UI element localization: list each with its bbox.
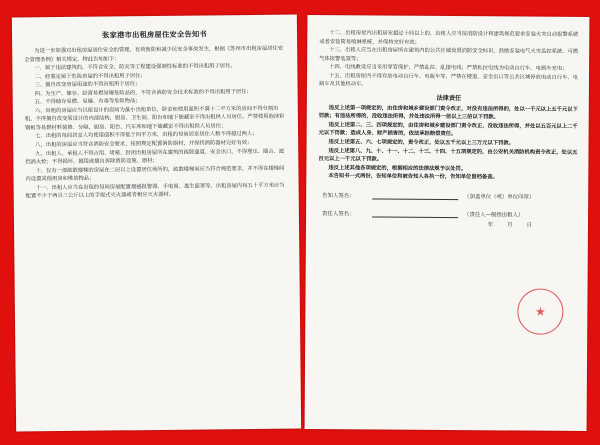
- responsible-signature-row: [322, 209, 578, 219]
- clause-4: 四、为生产、储存、经营易燃易爆危险品的，不符合消防安全技术标准的不得出租用于居住；: [34, 88, 252, 98]
- clause-9: 九、出租人、承租人不得占用、堵塞、封闭出租房屋所在建筑的疏散通道、安全出口，不得埋压、圈占、遮挡消火栓；不得损坏、挪用或擅自拆除消防设施、器材；: [25, 148, 285, 166]
- clause-5: 五、不得储存易燃、易爆、有毒等危险物品；: [34, 98, 141, 106]
- date-year: 年: [487, 222, 494, 229]
- notifier-signature-row: [322, 191, 578, 201]
- legal-liability-heading: 法律责任: [436, 94, 462, 102]
- official-seal-stamp: ★: [517, 288, 563, 334]
- liability-3: 违反上述第五、六、七项规定的，责令改正，处以五千元以上三万元以下罚款。: [328, 139, 514, 147]
- responsible-signature-label: 责任人签名：: [322, 210, 355, 218]
- notifier-signature-line: [372, 191, 458, 200]
- date-month: 月: [507, 222, 513, 229]
- liability-4: 违反上述第八、九、十、十一、十二、十三、十四、十五项规定的，由公安机关消防机构责令改正，处以五百元以上一千元以下罚款。: [318, 147, 578, 163]
- page-title: 张家港市出租房屋住安全告知书: [102, 29, 207, 40]
- signature-block: [306, 191, 588, 229]
- clause-12: 十二、出租房屋内出租居室超过十间以上的，出租人应当按消防设计和建筑规范要求安装火灾自动报警系统或者安装简易喷淋系统，并保持完好有效；: [319, 30, 579, 46]
- liability-5: 违反上述其他各项规定的，根据相应的法律法规予以处罚。: [328, 164, 467, 172]
- date-row: [322, 219, 578, 229]
- notice-body-continued: [306, 29, 589, 183]
- clause-11: 十一、出租人应当在出租的每间房屋配置烟感报警器、手电筒、逃生面罩等，出租房屋内每五十平方米应当配置不少于两具三公斤以上的手提式灭火器或者相应灭火器材。: [25, 182, 285, 200]
- clause-15: 十五、出租房屋内不得存放电动自行车、电瓶车等，严禁在楼道、安全出口等公共区域停放电动自行车、电瓶车及其他机动车。: [318, 72, 579, 88]
- date-day: 日: [526, 222, 533, 229]
- clause-3: 三、擅自改变房屋用途的不得出租用于居住；: [34, 81, 141, 89]
- clause-2: 二、经鉴定属于危险房屋的不得出租用于居住；: [34, 72, 146, 80]
- intro-paragraph: 为进一步加强对出租房屋居住安全的管理，有效预防和减少民安全事故发生，根据《苏州市出租房屋居住安全管理条例》相关规定，特此告知如下：: [24, 45, 284, 63]
- notifier-signature-label: 告知人签名：: [322, 192, 355, 200]
- copies-note: 本告知书一式两份，告知单位和被告知人各执一份，告知单位留档备查。: [328, 173, 498, 181]
- notice-body: [12, 45, 299, 202]
- clause-8: 八、出租的房屋应当符合消防安全要求，按照规定配置消防器材，并保持消防器材完好有效；: [35, 140, 253, 149]
- responsible-signature-note: （责任人—般指出租人）: [464, 211, 524, 219]
- notice-page-right: [305, 15, 590, 431]
- liability-2: 违反上述第二、三、四项规定的，由住房和城乡建设部门责令改正，没收违法所得，并处以五百元以上二千元以下罚款；造成人身、财产损害的，依法承担赔偿责任。: [318, 122, 578, 138]
- clause-6: 六、出租的房屋应当以原设计的房间为最小出租单位，卧室和使用面积不满十二平方米的房间不得分割出租，不得擅自改变原设计的内部结构，厨房、卫生间、阳台和地下储藏室不得出租供人员居住。严禁使用泡沫彩钢板等易燃材料装修、分隔，厨房、阳台、汽车库和地下储藏室不得出租供人员居住；: [24, 105, 285, 132]
- clause-13: 十三、出租人应当在出租房屋所在建筑内的公共区域设置消防安全标识，鼓励安装电气火灾监控系统、可燃气体报警装置等；: [319, 47, 579, 63]
- responsible-signature-line: [372, 209, 458, 218]
- notifier-signature-note: （加盖单位（或）单位印章）: [464, 193, 535, 201]
- clause-7: 七、出租的每间居室人均使用面积不得低于四平方米，出租的每间居室居住人数不得超过两人；: [35, 131, 258, 140]
- notice-page-left: [12, 15, 301, 432]
- clause-1: 一、属于违法建筑的，不符合安全、防灾等工程建设强制性标准的不得出租用于居住。: [34, 63, 236, 72]
- clause-14: 十四、电线敷设应当采用穿管保护，严禁乱拉、乱接电线；严禁私拉电线为电动自行车、电瓶车充电；: [329, 64, 568, 73]
- clause-10: 十、仅有一部疏散楼梯的房屋在二层以上设置居住场所的，疏散楼梯间应当符合规范要求，并不得在楼梯间内设置其他用房和堆放物品；: [25, 165, 285, 183]
- liability-1: 违反上述第一项规定的，由住房和城乡建设部门责令改正，对没有违法所得的，处以一千元以上五千元以下罚款；有违法所得的，没收违法所得，并处违法所得一倍以上三倍以下罚款。: [318, 105, 578, 121]
